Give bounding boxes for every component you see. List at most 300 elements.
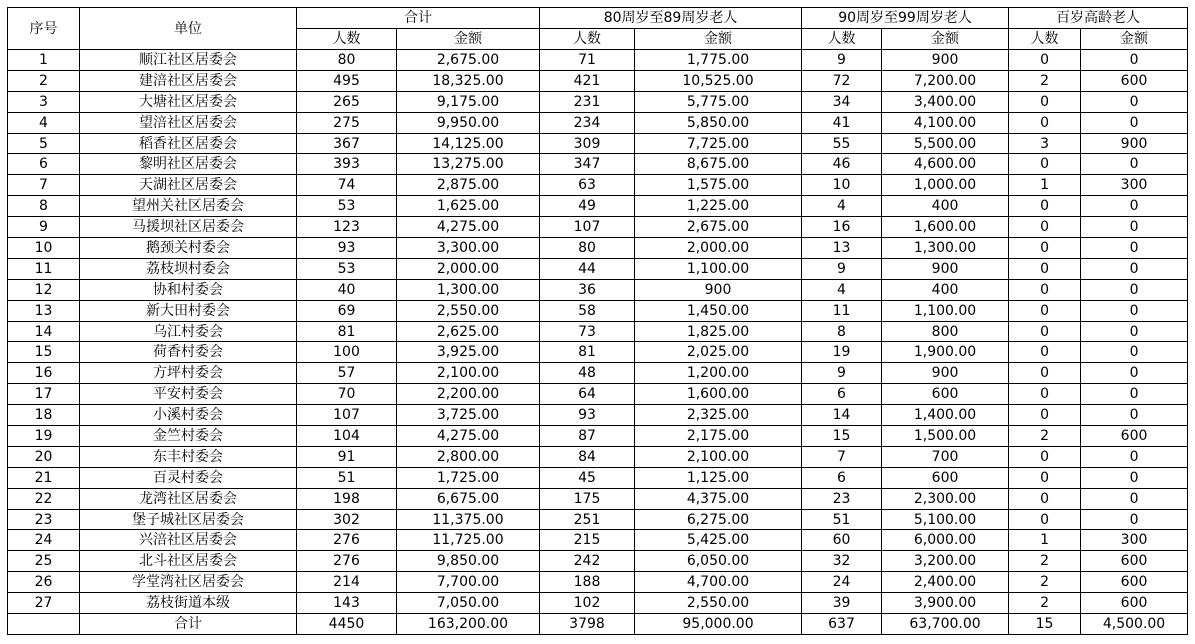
cell-total-amount: 2,000.00 — [397, 258, 540, 279]
cell-80-89-count: 49 — [540, 196, 635, 217]
cell-index: 19 — [8, 426, 80, 447]
cell-90-99-amount: 5,100.00 — [882, 509, 1009, 530]
cell-index: 25 — [8, 551, 80, 572]
cell-100-plus-amount: 0 — [1081, 258, 1188, 279]
cell-unit: 金竺村委会 — [80, 426, 297, 447]
cell-100-plus-count: 0 — [1009, 488, 1081, 509]
cell-90-99-count: 9 — [802, 50, 882, 71]
statistics-table — [7, 7, 1188, 635]
cell-80-89-amount: 2,000.00 — [635, 238, 802, 259]
cell-total-count: 91 — [297, 446, 397, 467]
total-cell-index — [8, 614, 80, 635]
cell-80-89-amount: 1,125.00 — [635, 467, 802, 488]
cell-100-plus-amount: 0 — [1081, 300, 1188, 321]
total-cell-total-count: 4450 — [297, 614, 397, 635]
cell-100-plus-amount: 0 — [1081, 384, 1188, 405]
cell-total-amount: 3,925.00 — [397, 342, 540, 363]
table-body — [8, 50, 1188, 635]
cell-100-plus-count: 2 — [1009, 426, 1081, 447]
cell-80-89-amount: 1,200.00 — [635, 363, 802, 384]
cell-90-99-amount: 3,400.00 — [882, 91, 1009, 112]
table-row — [8, 91, 1188, 112]
cell-total-count: 40 — [297, 279, 397, 300]
cell-100-plus-amount: 300 — [1081, 175, 1188, 196]
cell-total-amount: 18,325.00 — [397, 70, 540, 91]
header-amount: 金额 — [882, 29, 1009, 50]
cell-80-89-count: 188 — [540, 572, 635, 593]
cell-90-99-count: 9 — [802, 258, 882, 279]
cell-90-99-amount: 900 — [882, 50, 1009, 71]
table-row — [8, 551, 1188, 572]
cell-90-99-amount: 1,400.00 — [882, 405, 1009, 426]
cell-100-plus-amount: 0 — [1081, 196, 1188, 217]
cell-100-plus-count: 0 — [1009, 238, 1081, 259]
header-group-100-plus: 百岁高龄老人 — [1009, 8, 1188, 29]
cell-100-plus-count: 0 — [1009, 405, 1081, 426]
cell-100-plus-amount: 600 — [1081, 70, 1188, 91]
header-count: 人数 — [802, 29, 882, 50]
cell-total-count: 57 — [297, 363, 397, 384]
cell-80-89-count: 175 — [540, 488, 635, 509]
cell-total-count: 74 — [297, 175, 397, 196]
cell-index: 8 — [8, 196, 80, 217]
cell-80-89-amount: 4,700.00 — [635, 572, 802, 593]
cell-100-plus-count: 0 — [1009, 384, 1081, 405]
cell-100-plus-amount: 0 — [1081, 405, 1188, 426]
cell-90-99-count: 6 — [802, 384, 882, 405]
cell-index: 1 — [8, 50, 80, 71]
cell-total-amount: 2,200.00 — [397, 384, 540, 405]
cell-total-count: 53 — [297, 196, 397, 217]
cell-total-amount: 9,175.00 — [397, 91, 540, 112]
cell-80-89-amount: 5,850.00 — [635, 112, 802, 133]
table-row — [8, 467, 1188, 488]
cell-80-89-amount: 5,425.00 — [635, 530, 802, 551]
cell-80-89-amount: 2,175.00 — [635, 426, 802, 447]
cell-80-89-count: 107 — [540, 217, 635, 238]
cell-90-99-amount: 1,900.00 — [882, 342, 1009, 363]
cell-100-plus-count: 1 — [1009, 530, 1081, 551]
cell-total-amount: 2,800.00 — [397, 446, 540, 467]
table-row — [8, 154, 1188, 175]
cell-100-plus-count: 0 — [1009, 154, 1081, 175]
cell-90-99-count: 24 — [802, 572, 882, 593]
cell-unit: 望州关社区居委会 — [80, 196, 297, 217]
cell-80-89-count: 102 — [540, 593, 635, 614]
cell-90-99-amount: 900 — [882, 258, 1009, 279]
cell-100-plus-amount: 0 — [1081, 279, 1188, 300]
header-count: 人数 — [540, 29, 635, 50]
cell-total-amount: 7,050.00 — [397, 593, 540, 614]
cell-100-plus-count: 0 — [1009, 321, 1081, 342]
total-cell-90-99-count: 637 — [802, 614, 882, 635]
cell-total-amount: 1,725.00 — [397, 467, 540, 488]
table-row — [8, 342, 1188, 363]
total-row — [8, 614, 1188, 635]
header-amount: 金额 — [1081, 29, 1188, 50]
cell-80-89-count: 36 — [540, 279, 635, 300]
header-group-90-99: 90周岁至99周岁老人 — [802, 8, 1009, 29]
cell-total-count: 107 — [297, 405, 397, 426]
cell-100-plus-count: 2 — [1009, 70, 1081, 91]
cell-80-89-amount: 6,050.00 — [635, 551, 802, 572]
cell-100-plus-count: 1 — [1009, 175, 1081, 196]
cell-90-99-count: 72 — [802, 70, 882, 91]
cell-90-99-amount: 4,600.00 — [882, 154, 1009, 175]
cell-90-99-count: 7 — [802, 446, 882, 467]
cell-index: 9 — [8, 217, 80, 238]
table-row — [8, 572, 1188, 593]
cell-total-count: 69 — [297, 300, 397, 321]
cell-90-99-amount: 5,500.00 — [882, 133, 1009, 154]
cell-90-99-amount: 400 — [882, 196, 1009, 217]
table-row — [8, 363, 1188, 384]
cell-100-plus-amount: 600 — [1081, 572, 1188, 593]
cell-80-89-amount: 5,775.00 — [635, 91, 802, 112]
cell-unit: 望涪社区居委会 — [80, 112, 297, 133]
cell-total-amount: 2,625.00 — [397, 321, 540, 342]
cell-100-plus-amount: 0 — [1081, 363, 1188, 384]
cell-total-amount: 11,375.00 — [397, 509, 540, 530]
cell-90-99-count: 14 — [802, 405, 882, 426]
cell-unit: 北斗社区居委会 — [80, 551, 297, 572]
cell-total-count: 123 — [297, 217, 397, 238]
table-row — [8, 530, 1188, 551]
cell-index: 22 — [8, 488, 80, 509]
cell-80-89-amount: 1,575.00 — [635, 175, 802, 196]
cell-80-89-count: 215 — [540, 530, 635, 551]
header-count: 人数 — [1009, 29, 1081, 50]
table-row — [8, 426, 1188, 447]
cell-80-89-amount: 8,675.00 — [635, 154, 802, 175]
cell-80-89-count: 63 — [540, 175, 635, 196]
table-row — [8, 384, 1188, 405]
cell-80-89-amount: 900 — [635, 279, 802, 300]
cell-100-plus-count: 0 — [1009, 300, 1081, 321]
cell-90-99-amount: 3,900.00 — [882, 593, 1009, 614]
cell-total-amount: 2,675.00 — [397, 50, 540, 71]
cell-80-89-count: 93 — [540, 405, 635, 426]
cell-total-amount: 2,100.00 — [397, 363, 540, 384]
cell-index: 16 — [8, 363, 80, 384]
table-row — [8, 321, 1188, 342]
cell-unit: 顺江社区居委会 — [80, 50, 297, 71]
header-count: 人数 — [297, 29, 397, 50]
cell-90-99-count: 13 — [802, 238, 882, 259]
cell-total-amount: 2,550.00 — [397, 300, 540, 321]
cell-100-plus-amount: 0 — [1081, 488, 1188, 509]
cell-total-count: 198 — [297, 488, 397, 509]
cell-unit: 大塘社区居委会 — [80, 91, 297, 112]
cell-total-count: 276 — [297, 530, 397, 551]
cell-total-amount: 9,850.00 — [397, 551, 540, 572]
cell-total-amount: 4,275.00 — [397, 217, 540, 238]
cell-index: 4 — [8, 112, 80, 133]
cell-unit: 新大田村委会 — [80, 300, 297, 321]
cell-total-count: 80 — [297, 50, 397, 71]
cell-80-89-count: 421 — [540, 70, 635, 91]
cell-100-plus-amount: 0 — [1081, 91, 1188, 112]
cell-unit: 龙湾社区居委会 — [80, 488, 297, 509]
cell-index: 6 — [8, 154, 80, 175]
cell-100-plus-count: 2 — [1009, 551, 1081, 572]
cell-index: 15 — [8, 342, 80, 363]
cell-90-99-amount: 1,100.00 — [882, 300, 1009, 321]
cell-total-amount: 4,275.00 — [397, 426, 540, 447]
cell-90-99-count: 23 — [802, 488, 882, 509]
cell-90-99-amount: 400 — [882, 279, 1009, 300]
cell-80-89-count: 45 — [540, 467, 635, 488]
header-index: 序号 — [8, 8, 80, 50]
cell-unit: 方坪村委会 — [80, 363, 297, 384]
table-row — [8, 217, 1188, 238]
cell-100-plus-count: 0 — [1009, 467, 1081, 488]
cell-100-plus-amount: 0 — [1081, 217, 1188, 238]
cell-80-89-count: 231 — [540, 91, 635, 112]
cell-80-89-count: 251 — [540, 509, 635, 530]
cell-100-plus-count: 2 — [1009, 593, 1081, 614]
cell-index: 18 — [8, 405, 80, 426]
table-row — [8, 50, 1188, 71]
cell-total-count: 265 — [297, 91, 397, 112]
cell-index: 27 — [8, 593, 80, 614]
cell-80-89-count: 80 — [540, 238, 635, 259]
cell-80-89-count: 73 — [540, 321, 635, 342]
cell-100-plus-amount: 300 — [1081, 530, 1188, 551]
table-row — [8, 446, 1188, 467]
table-row — [8, 509, 1188, 530]
cell-unit: 平安村委会 — [80, 384, 297, 405]
cell-index: 7 — [8, 175, 80, 196]
table-row — [8, 112, 1188, 133]
cell-80-89-count: 44 — [540, 258, 635, 279]
cell-90-99-count: 15 — [802, 426, 882, 447]
cell-unit: 建涪社区居委会 — [80, 70, 297, 91]
cell-unit: 马援坝社区居委会 — [80, 217, 297, 238]
cell-total-amount: 13,275.00 — [397, 154, 540, 175]
cell-90-99-amount: 3,200.00 — [882, 551, 1009, 572]
cell-80-89-count: 48 — [540, 363, 635, 384]
cell-total-amount: 3,300.00 — [397, 238, 540, 259]
cell-total-count: 81 — [297, 321, 397, 342]
cell-100-plus-count: 0 — [1009, 363, 1081, 384]
cell-total-count: 51 — [297, 467, 397, 488]
cell-unit: 天湖社区居委会 — [80, 175, 297, 196]
cell-total-count: 53 — [297, 258, 397, 279]
cell-index: 5 — [8, 133, 80, 154]
cell-unit: 兴涪社区居委会 — [80, 530, 297, 551]
cell-90-99-amount: 600 — [882, 467, 1009, 488]
cell-80-89-count: 234 — [540, 112, 635, 133]
cell-100-plus-count: 0 — [1009, 91, 1081, 112]
header-unit: 单位 — [80, 8, 297, 50]
cell-index: 2 — [8, 70, 80, 91]
cell-90-99-count: 32 — [802, 551, 882, 572]
cell-total-count: 302 — [297, 509, 397, 530]
cell-100-plus-count: 0 — [1009, 217, 1081, 238]
cell-100-plus-amount: 0 — [1081, 321, 1188, 342]
cell-100-plus-count: 0 — [1009, 112, 1081, 133]
cell-total-amount: 14,125.00 — [397, 133, 540, 154]
cell-100-plus-amount: 0 — [1081, 238, 1188, 259]
cell-90-99-count: 6 — [802, 467, 882, 488]
cell-80-89-amount: 7,725.00 — [635, 133, 802, 154]
cell-90-99-count: 60 — [802, 530, 882, 551]
cell-80-89-count: 81 — [540, 342, 635, 363]
cell-100-plus-amount: 0 — [1081, 509, 1188, 530]
total-cell-80-89-count: 3798 — [540, 614, 635, 635]
cell-total-amount: 11,725.00 — [397, 530, 540, 551]
cell-90-99-count: 55 — [802, 133, 882, 154]
table-row — [8, 593, 1188, 614]
cell-90-99-amount: 600 — [882, 384, 1009, 405]
cell-100-plus-amount: 0 — [1081, 467, 1188, 488]
cell-80-89-count: 309 — [540, 133, 635, 154]
cell-80-89-amount: 2,550.00 — [635, 593, 802, 614]
cell-100-plus-amount: 600 — [1081, 426, 1188, 447]
cell-80-89-count: 58 — [540, 300, 635, 321]
cell-unit: 乌江村委会 — [80, 321, 297, 342]
cell-90-99-count: 8 — [802, 321, 882, 342]
total-cell-90-99-amount: 63,700.00 — [882, 614, 1009, 635]
cell-total-count: 143 — [297, 593, 397, 614]
table-header — [8, 8, 1188, 50]
cell-90-99-amount: 6,000.00 — [882, 530, 1009, 551]
cell-100-plus-count: 0 — [1009, 446, 1081, 467]
cell-index: 23 — [8, 509, 80, 530]
header-amount: 金额 — [397, 29, 540, 50]
cell-total-count: 100 — [297, 342, 397, 363]
cell-total-count: 275 — [297, 112, 397, 133]
cell-80-89-count: 87 — [540, 426, 635, 447]
cell-100-plus-count: 0 — [1009, 50, 1081, 71]
total-cell-100-plus-amount: 4,500.00 — [1081, 614, 1188, 635]
cell-100-plus-amount: 0 — [1081, 446, 1188, 467]
table-row — [8, 300, 1188, 321]
cell-80-89-amount: 1,775.00 — [635, 50, 802, 71]
table-row — [8, 405, 1188, 426]
table-row — [8, 196, 1188, 217]
cell-index: 14 — [8, 321, 80, 342]
table-row — [8, 279, 1188, 300]
cell-unit: 学堂湾社区居委会 — [80, 572, 297, 593]
cell-80-89-amount: 4,375.00 — [635, 488, 802, 509]
cell-total-count: 393 — [297, 154, 397, 175]
cell-100-plus-count: 0 — [1009, 509, 1081, 530]
cell-total-count: 104 — [297, 426, 397, 447]
cell-80-89-amount: 1,600.00 — [635, 384, 802, 405]
cell-80-89-amount: 1,450.00 — [635, 300, 802, 321]
total-cell-total-amount: 163,200.00 — [397, 614, 540, 635]
cell-90-99-amount: 2,300.00 — [882, 488, 1009, 509]
cell-90-99-count: 39 — [802, 593, 882, 614]
cell-90-99-count: 19 — [802, 342, 882, 363]
cell-90-99-amount: 700 — [882, 446, 1009, 467]
cell-index: 11 — [8, 258, 80, 279]
cell-100-plus-amount: 600 — [1081, 593, 1188, 614]
cell-90-99-count: 41 — [802, 112, 882, 133]
cell-100-plus-count: 3 — [1009, 133, 1081, 154]
cell-90-99-amount: 1,000.00 — [882, 175, 1009, 196]
cell-80-89-amount: 10,525.00 — [635, 70, 802, 91]
cell-total-amount: 6,675.00 — [397, 488, 540, 509]
cell-total-amount: 7,700.00 — [397, 572, 540, 593]
cell-90-99-count: 10 — [802, 175, 882, 196]
cell-total-amount: 3,725.00 — [397, 405, 540, 426]
cell-90-99-count: 34 — [802, 91, 882, 112]
cell-unit: 协和村委会 — [80, 279, 297, 300]
cell-unit: 荷香村委会 — [80, 342, 297, 363]
cell-90-99-amount: 7,200.00 — [882, 70, 1009, 91]
cell-100-plus-count: 0 — [1009, 258, 1081, 279]
cell-100-plus-amount: 0 — [1081, 112, 1188, 133]
cell-80-89-amount: 1,100.00 — [635, 258, 802, 279]
cell-90-99-count: 51 — [802, 509, 882, 530]
table-row — [8, 70, 1188, 91]
cell-80-89-amount: 2,675.00 — [635, 217, 802, 238]
table-row — [8, 133, 1188, 154]
cell-80-89-amount: 2,025.00 — [635, 342, 802, 363]
cell-unit: 东丰村委会 — [80, 446, 297, 467]
cell-total-count: 70 — [297, 384, 397, 405]
cell-index: 3 — [8, 91, 80, 112]
cell-unit: 百灵村委会 — [80, 467, 297, 488]
cell-total-count: 367 — [297, 133, 397, 154]
cell-unit: 荔枝街道本级 — [80, 593, 297, 614]
cell-total-count: 276 — [297, 551, 397, 572]
cell-90-99-amount: 900 — [882, 363, 1009, 384]
table-row — [8, 238, 1188, 259]
cell-90-99-amount: 1,600.00 — [882, 217, 1009, 238]
cell-100-plus-count: 0 — [1009, 342, 1081, 363]
cell-index: 21 — [8, 467, 80, 488]
cell-90-99-count: 46 — [802, 154, 882, 175]
cell-100-plus-count: 0 — [1009, 196, 1081, 217]
cell-80-89-count: 84 — [540, 446, 635, 467]
cell-total-count: 93 — [297, 238, 397, 259]
cell-90-99-count: 11 — [802, 300, 882, 321]
cell-index: 10 — [8, 238, 80, 259]
table-row — [8, 488, 1188, 509]
cell-unit: 小溪村委会 — [80, 405, 297, 426]
cell-total-amount: 1,300.00 — [397, 279, 540, 300]
cell-total-amount: 2,875.00 — [397, 175, 540, 196]
cell-80-89-count: 64 — [540, 384, 635, 405]
cell-90-99-amount: 2,400.00 — [882, 572, 1009, 593]
cell-index: 20 — [8, 446, 80, 467]
cell-80-89-count: 71 — [540, 50, 635, 71]
cell-90-99-amount: 1,500.00 — [882, 426, 1009, 447]
cell-80-89-amount: 2,325.00 — [635, 405, 802, 426]
cell-100-plus-amount: 600 — [1081, 551, 1188, 572]
cell-100-plus-amount: 0 — [1081, 342, 1188, 363]
cell-total-amount: 9,950.00 — [397, 112, 540, 133]
cell-unit: 荔枝坝村委会 — [80, 258, 297, 279]
cell-90-99-count: 9 — [802, 363, 882, 384]
cell-100-plus-amount: 0 — [1081, 154, 1188, 175]
header-amount: 金额 — [635, 29, 802, 50]
cell-80-89-count: 242 — [540, 551, 635, 572]
cell-total-count: 495 — [297, 70, 397, 91]
cell-index: 26 — [8, 572, 80, 593]
cell-80-89-amount: 1,825.00 — [635, 321, 802, 342]
cell-index: 12 — [8, 279, 80, 300]
cell-90-99-count: 4 — [802, 279, 882, 300]
cell-unit: 鹅颈关村委会 — [80, 238, 297, 259]
cell-unit: 堡子城社区居委会 — [80, 509, 297, 530]
cell-total-count: 214 — [297, 572, 397, 593]
cell-80-89-amount: 1,225.00 — [635, 196, 802, 217]
